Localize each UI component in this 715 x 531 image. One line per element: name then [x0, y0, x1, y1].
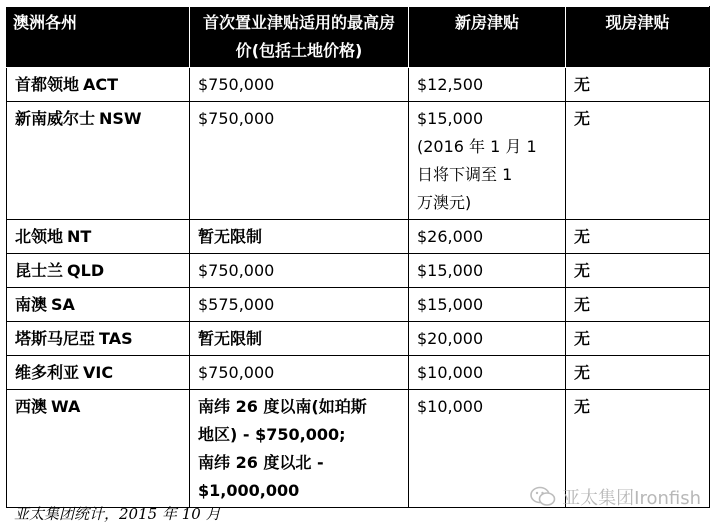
state-name-cn: 南澳: [15, 295, 48, 314]
max-price-cell-line: $1,000,000: [198, 481, 300, 500]
state-cell: [7, 390, 190, 508]
new-home-grant-cell-line: $10,000: [417, 397, 484, 416]
state-code: NT: [67, 227, 92, 246]
existing-home-grant-cell: 无: [566, 390, 710, 508]
grants-table: [6, 6, 710, 508]
new-home-grant-cell-line: $26,000: [417, 227, 484, 246]
state-code: WA: [51, 397, 81, 416]
max-price-cell-line: $750,000: [198, 363, 275, 382]
header-row: [7, 7, 710, 68]
table-row: [7, 356, 710, 390]
new-home-grant-cell: [409, 356, 566, 390]
watermark: [530, 484, 701, 510]
state-code: ACT: [83, 75, 119, 94]
state-cell: [7, 254, 190, 288]
header-max-price: [190, 7, 409, 68]
source-footnote: 亚太集团统计，2015 年 10 月: [14, 505, 221, 523]
existing-home-grant-cell: 无: [566, 68, 710, 102]
max-price-cell: [190, 254, 409, 288]
new-home-grant-cell-line: 日将下调至 1: [417, 165, 513, 184]
existing-home-grant-cell: 无: [566, 220, 710, 254]
state-name-cn: 北领地: [15, 227, 64, 246]
table-row: [7, 322, 710, 356]
state-name-cn: 西澳: [15, 397, 48, 416]
max-price-cell-line: $750,000: [198, 261, 275, 280]
header-max-price-line: 首次置业津贴适用的: [202, 13, 347, 32]
table-row: [7, 288, 710, 322]
max-price-cell: [190, 68, 409, 102]
wechat-icon: [530, 486, 556, 508]
state-name-cn: 维多利亚: [15, 363, 80, 382]
max-price-cell: [190, 288, 409, 322]
max-price-cell-line: 地区) - $750,000;: [198, 425, 346, 444]
table-row: [7, 220, 710, 254]
state-cell: [7, 288, 190, 322]
new-home-grant-cell-line: $15,000: [417, 109, 484, 128]
new-home-grant-cell-line: $15,000: [417, 295, 484, 314]
max-price-cell: [190, 220, 409, 254]
state-name-cn: 昆士兰: [15, 261, 64, 280]
state-code: QLD: [67, 261, 105, 280]
max-price-cell: [190, 102, 409, 220]
max-price-cell-line: $575,000: [198, 295, 275, 314]
new-home-grant-cell-line: $20,000: [417, 329, 484, 348]
new-home-grant-cell: [409, 220, 566, 254]
new-home-grant-cell-line: 万澳元): [417, 193, 472, 212]
max-price-cell-line: $750,000: [198, 109, 275, 128]
existing-home-grant-cell: 无: [566, 356, 710, 390]
new-home-grant-cell: [409, 322, 566, 356]
state-name-cn: 塔斯马尼亞: [15, 329, 96, 348]
state-name-cn: 首都领地: [15, 75, 80, 94]
table-row: [7, 102, 710, 220]
max-price-cell: [190, 390, 409, 508]
state-code: NSW: [99, 109, 142, 128]
state-cell: [7, 102, 190, 220]
max-price-cell-line: 暂无限制: [198, 329, 263, 348]
state-code: TAS: [99, 329, 133, 348]
state-cell: [7, 322, 190, 356]
new-home-grant-cell: [409, 102, 566, 220]
max-price-cell: [190, 356, 409, 390]
new-home-grant-cell-line: $10,000: [417, 363, 484, 382]
table-row: [7, 254, 710, 288]
header-max-price-line: (包括土地价格): [251, 41, 363, 60]
state-cell: [7, 220, 190, 254]
existing-home-grant-cell: 无: [566, 322, 710, 356]
watermark-text: 亚太集团Ironfish: [562, 488, 701, 509]
max-price-cell: [190, 322, 409, 356]
max-price-cell-line: 南纬 26 度以南(如珀斯: [198, 397, 367, 416]
header-existing-home-grant: 现房津贴: [566, 7, 710, 68]
new-home-grant-cell: [409, 288, 566, 322]
existing-home-grant-cell: 无: [566, 102, 710, 220]
header-new-home-grant: 新房津贴: [409, 7, 566, 68]
header-max-price-text: [203, 13, 395, 60]
state-cell: [7, 356, 190, 390]
state-cell: [7, 68, 190, 102]
max-price-cell-line: $750,000: [198, 75, 275, 94]
header-state: 澳洲各州: [7, 7, 190, 68]
new-home-grant-cell-line: (2016 年 1 月 1: [417, 137, 537, 156]
new-home-grant-cell: [409, 68, 566, 102]
table-row: [7, 68, 710, 102]
new-home-grant-cell-line: $15,000: [417, 261, 484, 280]
max-price-cell-line: 南纬 26 度以北 -: [198, 453, 324, 472]
state-code: VIC: [83, 363, 114, 382]
existing-home-grant-cell: 无: [566, 254, 710, 288]
max-price-cell-line: 暂无限制: [198, 227, 263, 246]
state-code: SA: [51, 295, 75, 314]
new-home-grant-cell-line: $12,500: [417, 75, 484, 94]
new-home-grant-cell: [409, 254, 566, 288]
state-name-cn: 新南威尔士: [15, 109, 96, 128]
existing-home-grant-cell: 无: [566, 288, 710, 322]
header-max-price-line: 最高房价: [235, 13, 396, 60]
